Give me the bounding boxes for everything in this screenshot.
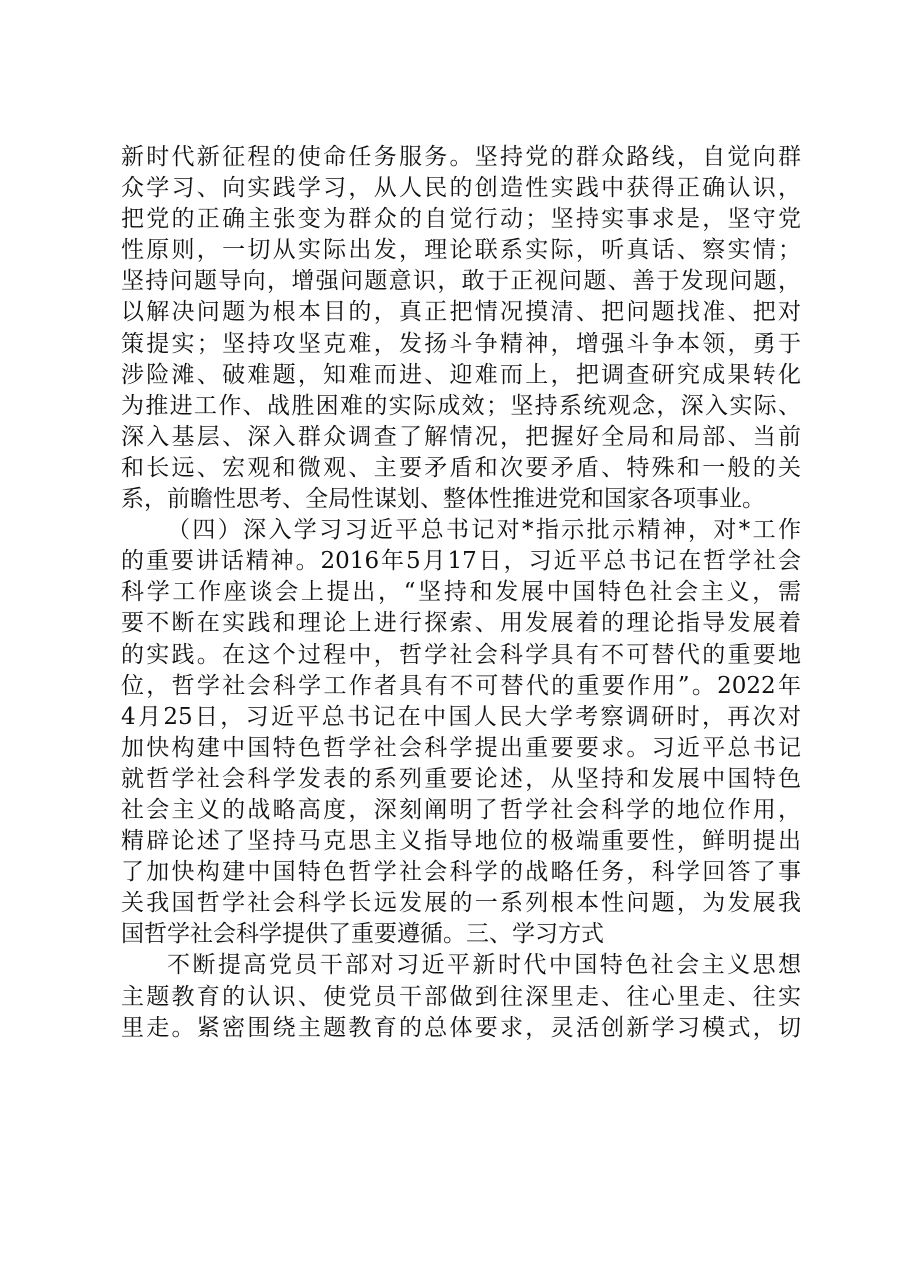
text-line: 深入基层、深入群众调查了解情况，把握好全局和局部、当前 [121,423,801,450]
document-page [121,142,801,1044]
text-line: 了加快构建中国特色哲学社会科学的战略任务，科学回答了事 [121,859,801,886]
text-line: 和长远、宏观和微观、主要矛盾和次要矛盾、特殊和一般的关 [121,454,801,481]
text-line: 为推进工作、战胜困难的实际成效；坚持系统观念，深入实际、 [121,392,801,419]
text-line: 要不断在实践和理论上进行探索、用发展着的理论指导发展着 [121,610,801,637]
text-line: 策提实；坚持攻坚克难，发扬斗争精神，增强斗争本领，勇于 [121,330,801,357]
text-line: 新时代新征程的使命任务服务。坚持党的群众路线，自觉向群 [121,144,801,170]
text-line: （四）深入学习习近平总书记对*指示批示精神，对*工作 [167,517,801,544]
text-line: 4月25日，习近平总书记在中国人民大学考察调研时，再次对 [121,703,801,730]
text-line: 里走。紧密围绕主题教育的总体要求，灵活创新学习模式，切 [121,1014,801,1041]
text-line: 不断提高党员干部对习近平新时代中国特色社会主义思想 [167,952,801,979]
text-line: 主题教育的认识、使党员干部做到往深里走、往心里走、往实 [121,983,801,1010]
text-line: 以解决问题为根本目的，真正把情况摸清、把问题找准、把对 [121,299,801,326]
text-line: 国哲学社会科学提供了重要遵循。三、学习方式 [121,921,604,948]
text-line: 系，前瞻性思考、全局性谋划、整体性推进党和国家各项事业。 [121,486,765,513]
text-line: 科学工作座谈会上提出，“坚持和发展中国特色社会主义，需 [121,579,801,606]
text-line: 性原则，一切从实际出发，理论联系实际，听真话、察实情； [121,237,801,264]
text-line: 把党的正确主张变为群众的自觉行动；坚持实事求是，坚守党 [121,206,801,233]
text-line: 的实践。在这个过程中，哲学社会科学具有不可替代的重要地 [121,641,801,668]
text-line: 涉险滩、破难题，知难而进、迎难而上，把调查研究成果转化 [121,361,801,388]
text-line: 就哲学社会科学发表的系列重要论述，从坚持和发展中国特色 [121,765,801,792]
text-line: 加快构建中国特色哲学社会科学提出重要要求。习近平总书记 [121,734,801,761]
text-line: 位，哲学社会科学工作者具有不可替代的重要作用”。2022年 [121,672,801,699]
text-line: 精辟论述了坚持马克思主义指导地位的极端重要性，鲜明提出 [121,828,801,855]
text-line: 坚持问题导向，增强问题意识，敢于正视问题、善于发现问题， [121,268,801,295]
text-line: 关我国哲学社会科学长远发展的一系列根本性问题，为发展我 [121,890,801,917]
text-line: 的重要讲话精神。2016年5月17日，习近平总书记在哲学社会 [121,548,801,575]
text-line: 众学习、向实践学习，从人民的创造性实践中获得正确认识， [121,175,801,202]
text-line: 社会主义的战略高度，深刻阐明了哲学社会科学的地位作用， [121,796,801,823]
